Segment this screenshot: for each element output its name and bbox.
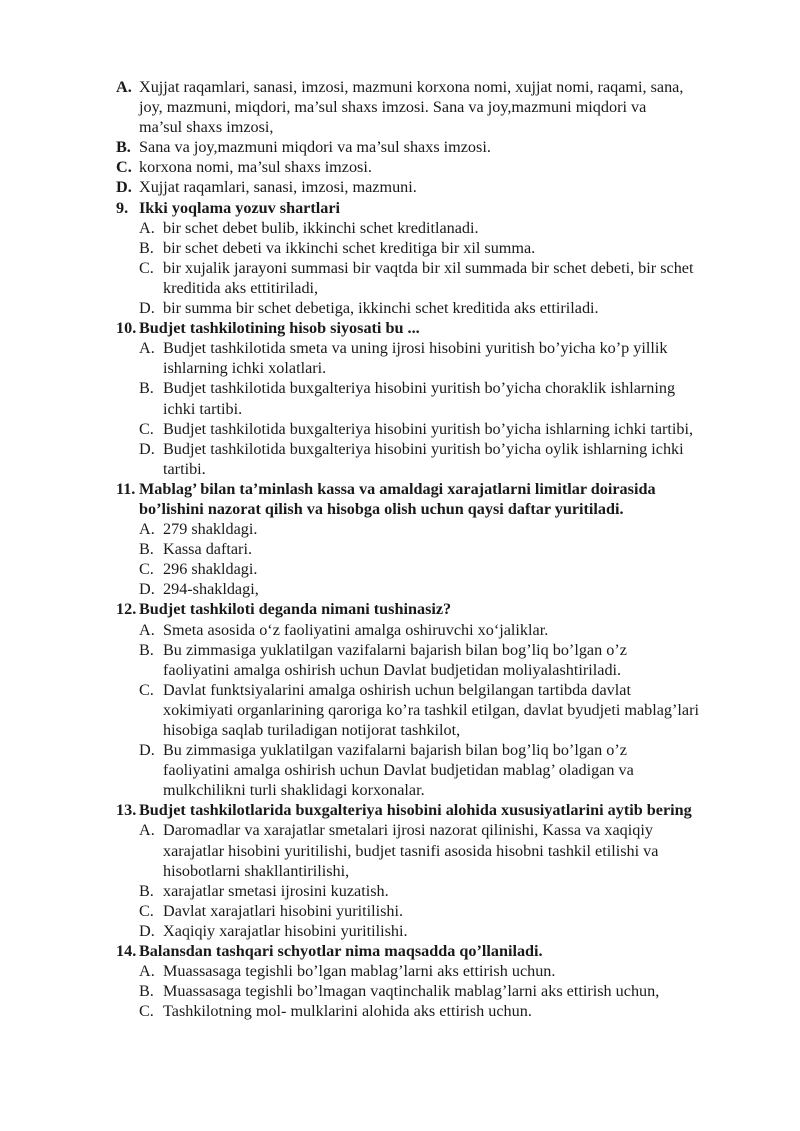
question-12 [0, 599, 800, 800]
option-marker: B. [139, 881, 154, 900]
option-marker: D. [139, 439, 155, 458]
option-text: bir schet debet bulib, ikkinchi schet kreditlanadi. [163, 218, 479, 237]
question-9 [0, 198, 800, 319]
option-text: bir summa bir schet debetiga, ikkinchi schet kreditida aks ettiriladi. [163, 299, 599, 318]
question-number: 14. [116, 942, 137, 961]
question-number: 12. [116, 600, 137, 619]
question-text: bo’lishini nazorat qilish va hisobga olish uchun qaysi daftar yuritiladi. [139, 499, 624, 518]
question-14 [0, 941, 800, 1021]
option-text: ma’sul shaxs imzosi, [139, 118, 274, 137]
option-text: faoliyatini amalga oshirish uchun Davlat budjetidan moliyalashtiriladi. [163, 660, 622, 679]
prev-option-d [0, 177, 800, 197]
option-marker: D. [139, 741, 155, 760]
option-text: Budjet tashkilotida buxgalteriya hisobini yuritish bo’yicha choraklik ishlarning [163, 379, 676, 398]
option-marker: B. [139, 640, 154, 659]
option-text: Kassa daftari. [163, 540, 252, 559]
option-marker: C. [139, 419, 154, 438]
option-text: Muassasaga tegishli bo’lmagan vaqtinchalik mablag’larni aks ettirish uchun, [163, 982, 660, 1001]
option-marker: A. [139, 821, 155, 840]
option-marker: B. [139, 540, 154, 559]
option-text: korxona nomi, ma’sul shaxs imzosi. [139, 158, 372, 177]
prev-option-a [0, 77, 800, 137]
question-text: Mablag’ bilan ta’minlash kassa va amaldagi xarajatlarni limitlar doirasida [139, 479, 656, 498]
option-text: Daromadlar va xarajatlar smetalari ijrosi nazorat qilinishi, Kassa va xaqiqiy [163, 821, 653, 840]
option-marker: A. [139, 520, 155, 539]
option-text: Muassasaga tegishli bo’lgan mablag’larni aks ettirish uchun. [163, 962, 556, 981]
question-number: 10. [116, 319, 137, 338]
option-text: Budjet tashkilotida buxgalteriya hisobini yuritish bo’yicha oylik ishlarning ichki [163, 439, 684, 458]
question-text: Ikki yoqlama yozuv shartlari [139, 198, 341, 217]
option-text: Xaqiqiy xarajatlar hisobini yuritilishi. [163, 921, 408, 940]
prev-option-c [0, 157, 800, 177]
option-text: 294-shakldagi, [163, 580, 259, 599]
question-11 [0, 479, 800, 600]
prev-option-b [0, 137, 800, 157]
option-text: Smeta asosida o‘z faoliyatini amalga oshiruvchi xo‘jaliklar. [163, 620, 549, 639]
option-marker: A. [139, 620, 155, 639]
option-text: mulkchilikni turli shaklidagi korxonalar. [163, 781, 425, 800]
option-marker: D. [139, 921, 155, 940]
option-text: tartibi. [163, 459, 206, 478]
option-text: bir schet debeti va ikkinchi schet kreditiga bir xil summa. [163, 238, 536, 257]
option-text: kreditida aks ettitiriladi, [163, 278, 319, 297]
option-marker: B. [139, 379, 154, 398]
option-marker: C. [139, 901, 154, 920]
option-marker: A. [139, 218, 155, 237]
option-marker: A. [116, 78, 132, 96]
option-marker: C. [139, 258, 154, 277]
option-text: faoliyatini amalga oshirish uchun Davlat budjetidan mablag’ oladigan va [163, 761, 634, 780]
option-marker: C. [139, 680, 154, 699]
option-text: Bu zimmasiga yuklatilgan vazifalarni bajarish bilan bog’liq bo’lgan o’z [163, 640, 627, 659]
question-13 [0, 800, 800, 941]
option-text: bir xujalik jarayoni summasi bir vaqtda bir xil summada bir schet debeti, bir schet [163, 258, 694, 277]
option-text: Budjet tashkilotida buxgalteriya hisobini yuritish bo’yicha ishlarning ichki tartibi, [163, 419, 694, 438]
option-text: xokimiyati organlarining qaroriga ko’ra tashkil etilgan, davlat byudjeti mablag’lari [163, 700, 699, 719]
option-marker: C. [116, 158, 132, 177]
option-text: ishlarning ichki xolatlari. [163, 359, 327, 378]
question-number: 11. [116, 479, 136, 498]
question-text: Budjet tashkilotlarida buxgalteriya hisobini alohida xususiyatlarini aytib bering [139, 801, 692, 820]
option-marker: B. [116, 138, 131, 157]
option-text: Davlat funktsiyalarini amalga oshirish uchun belgilangan tartibda davlat [163, 680, 631, 699]
option-text: hisobotlarni shakllantirilishi, [163, 861, 350, 880]
option-marker: B. [139, 238, 154, 257]
question-text: Budjet tashkiloti deganda nimani tushinasiz? [139, 600, 452, 619]
document-page [0, 77, 800, 1021]
option-marker: D. [139, 580, 155, 599]
option-text: 296 shakldagi. [163, 560, 258, 579]
option-text: ichki tartibi. [163, 399, 243, 418]
option-marker: C. [139, 1002, 154, 1021]
option-marker: C. [139, 560, 154, 579]
option-marker: A. [139, 339, 155, 358]
option-text: Davlat xarajatlari hisobini yuritilishi. [163, 901, 404, 920]
option-text: 279 shakldagi. [163, 520, 258, 539]
option-text: Budjet tashkilotida smeta va uning ijrosi hisobini yuritish bo’yicha ko’p yillik [163, 339, 668, 358]
option-text: xarajatlar hisobini yuritilishi, budjet tasnifi asosida hisobni tashkil etilishi va [163, 841, 659, 860]
option-marker: D. [116, 178, 132, 197]
question-text: Budjet tashkilotining hisob siyosati bu ... [139, 319, 420, 338]
question-number: 9. [116, 198, 129, 217]
option-marker: B. [139, 982, 154, 1001]
option-text: Xujjat raqamlari, sanasi, imzosi, mazmuni. [139, 178, 417, 197]
question-number: 13. [116, 801, 137, 820]
option-text: Tashkilotning mol- mulklarini alohida aks ettirish uchun. [163, 1002, 532, 1021]
question-text: Balansdan tashqari schyotlar nima maqsadda qo’llaniladi. [139, 942, 543, 961]
question-10 [0, 318, 800, 479]
option-text: joy, mazmuni, miqdori, ma’sul shaxs imzosi. Sana va joy,mazmuni miqdori va [139, 98, 647, 117]
option-text: hisobiga saqlab turiladigan notijorat tashkilot, [163, 721, 461, 739]
option-text: Bu zimmasiga yuklatilgan vazifalarni bajarish bilan bog’liq bo’lgan o’z [163, 741, 627, 760]
option-text: Xujjat raqamlari, sanasi, imzosi, mazmuni korxona nomi, xujjat nomi, raqami, sana, [139, 78, 684, 96]
option-marker: D. [139, 299, 155, 318]
option-marker: A. [139, 962, 155, 981]
option-text: Sana va joy,mazmuni miqdori va ma’sul shaxs imzosi. [139, 138, 491, 157]
option-text: xarajatlar smetasi ijrosini kuzatish. [163, 881, 389, 900]
